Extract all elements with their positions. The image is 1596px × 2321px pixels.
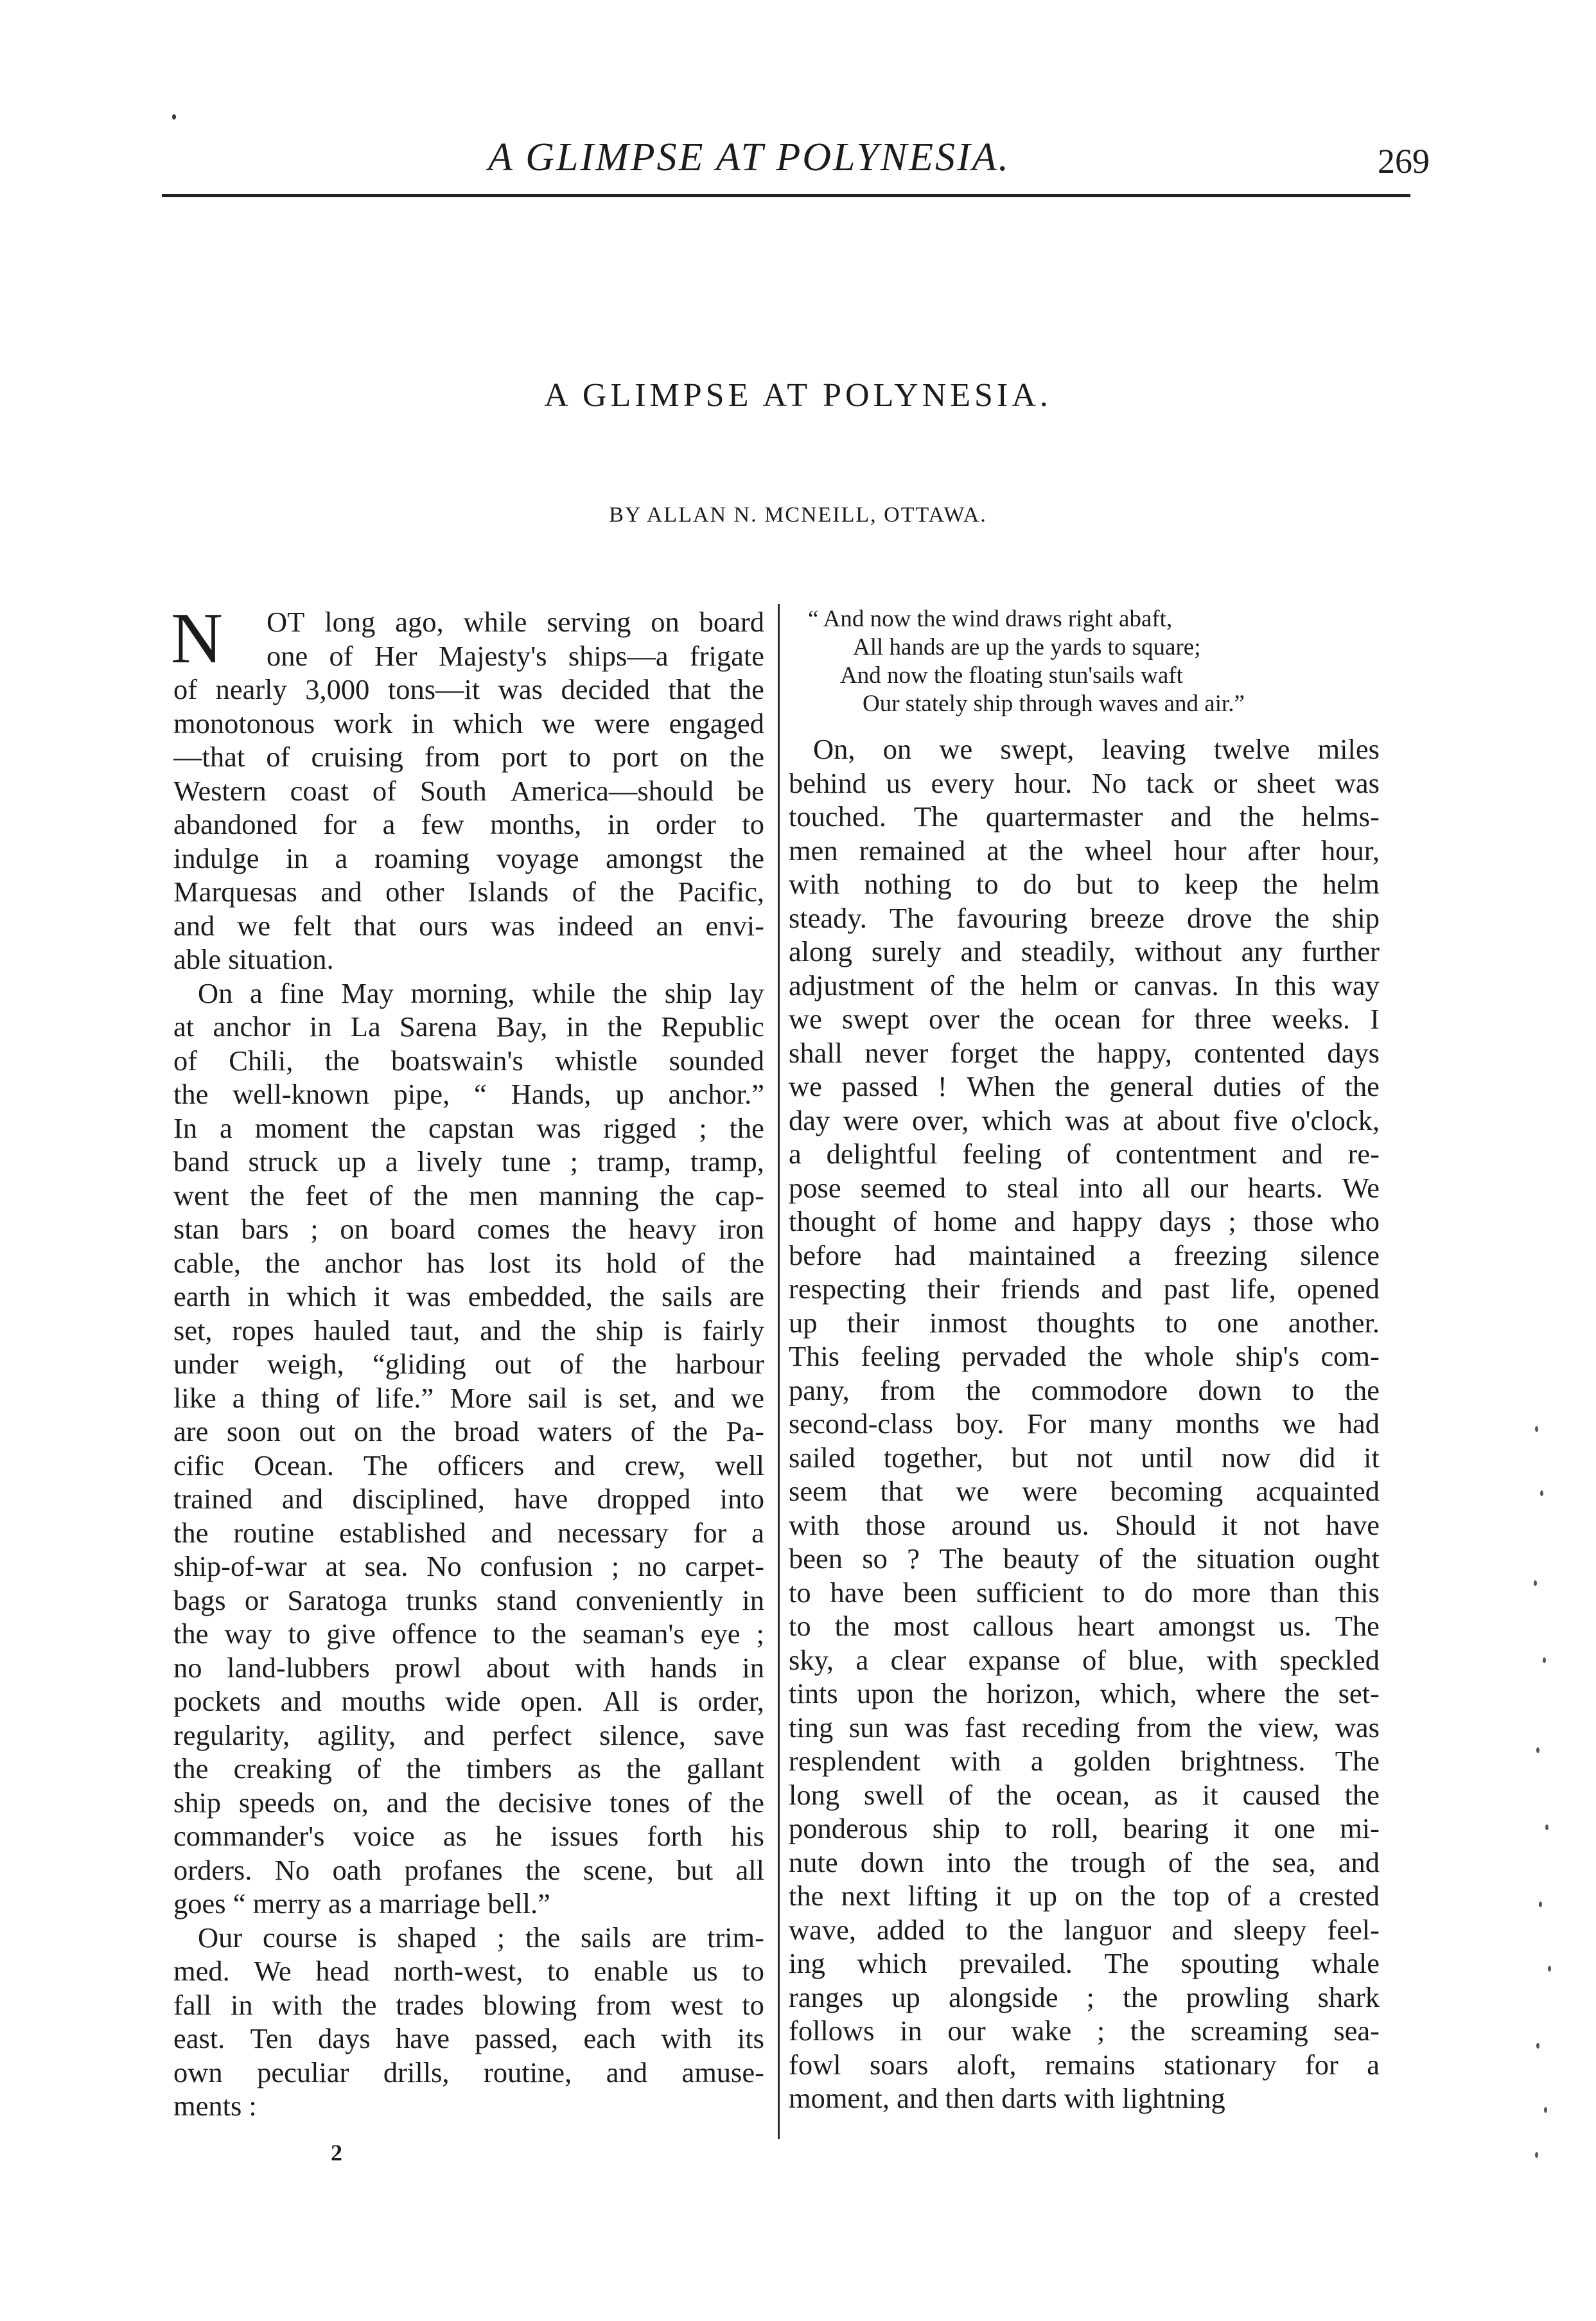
text-line: went the feet of the men manning the cap- [173, 1179, 764, 1212]
text-line: set, ropes hauled taut, and the ship is fairly [173, 1314, 764, 1346]
text-line: indulge in a roaming voyage amongst the [173, 842, 764, 874]
text-line: and we felt that ours was indeed an envi- [173, 909, 764, 942]
text-line: been so ? The beauty of the situation ought [789, 1542, 1380, 1575]
text-line: ponderous ship to roll, bearing it one mi- [789, 1812, 1380, 1844]
text-line: the routine established and necessary for a [173, 1516, 764, 1549]
text-line: moment, and then darts with lightning [789, 2082, 1225, 2114]
paragraph-course-shaped [173, 1921, 764, 2123]
opening-paragraph [171, 599, 764, 976]
text-line: east. Ten days have passed, each with its [173, 2022, 764, 2054]
text-line: touched. The quartermaster and the helms- [789, 800, 1380, 833]
verse-line: “ And now the wind draws right abaft, [808, 606, 1173, 632]
ink-speck [1535, 2152, 1538, 2158]
text-line: to have been sufficient to do more than this [789, 1576, 1380, 1609]
text-line: own peculiar drills, routine, and amuse- [173, 2056, 764, 2088]
text-line: ship speeds on, and the decisive tones of the [173, 1786, 764, 1819]
verse-line: Our stately ship through waves and air.” [863, 691, 1245, 717]
text-line: Western coast of South America—should be [173, 774, 764, 807]
text-line: like a thing of life.” More sail is set, and we [173, 1381, 764, 1414]
ink-speck [1543, 1657, 1546, 1663]
text-line: —that of cruising from port to port on the [173, 741, 764, 773]
text-line: band struck up a lively tune ; tramp, tramp, [173, 1145, 764, 1178]
paragraph-weighing-anchor [173, 976, 764, 1921]
running-head: A GLIMPSE AT POLYNESIA. [488, 136, 1010, 179]
ink-speck [1540, 1490, 1543, 1496]
stray-ink-dot [172, 114, 176, 119]
text-line: stan bars ; on board comes the heavy iron [173, 1213, 764, 1245]
text-line: In a moment the capstan was rigged ; the [173, 1111, 764, 1144]
text-line: ting sun was fast receding from the view, was [789, 1711, 1380, 1743]
ink-speck [1536, 2043, 1539, 2049]
text-line: On a fine May morning, while the ship lay [198, 976, 764, 1009]
text-line: ship-of-war at sea. No confusion ; no carpet- [173, 1550, 764, 1582]
text-line: men remained at the wheel hour after hour, [789, 834, 1380, 867]
text-line: monotonous work in which we were engaged [173, 707, 764, 739]
text-line: seem that we were becoming acquainted [789, 1475, 1380, 1507]
text-line: the creaking of the timbers as the gallant [173, 1752, 764, 1785]
text-line: the next lifting it up on the top of a crested [789, 1880, 1380, 1912]
text-line: up their inmost thoughts to one another. [789, 1306, 1380, 1339]
text-line: to the most callous heart amongst us. The [789, 1610, 1380, 1642]
text-line: under weigh, “gliding out of the harbour [173, 1348, 764, 1380]
text-line: cific Ocean. The officers and crew, well [173, 1449, 764, 1481]
text-line: OT long ago, while serving on board [267, 606, 764, 638]
text-line: at anchor in La Sarena Bay, in the Republic [173, 1010, 764, 1043]
ink-speck [1545, 1824, 1548, 1830]
text-line: orders. No oath profanes the scene, but all [173, 1853, 764, 1886]
text-line: abandoned for a few months, in order to [173, 808, 764, 840]
ink-speck [1539, 1902, 1542, 1907]
verse-line: And now the floating stun'sails waft [840, 662, 1183, 689]
text-line: tints upon the horizon, which, where the set- [789, 1677, 1380, 1709]
text-line: commander's voice as he issues forth his [173, 1820, 764, 1852]
left-column [171, 599, 764, 2123]
text-line: fall in with the trades blowing from west to [173, 1988, 764, 2021]
column-rule [778, 604, 780, 2139]
drop-cap: N [171, 599, 223, 678]
verse-quotation [789, 605, 1380, 718]
ink-speck [1548, 1966, 1551, 1972]
page-number: 269 [1378, 142, 1430, 181]
text-line: nute down into the trough of the sea, and [789, 1846, 1380, 1878]
text-line: second-class boy. For many months we had [789, 1408, 1380, 1440]
text-line: adjustment of the helm or canvas. In this way [789, 969, 1380, 1002]
text-line: are soon out on the broad waters of the Pa- [173, 1415, 764, 1447]
text-line: able situation. [173, 943, 334, 975]
verse-line: All hands are up the yards to square; [853, 634, 1201, 660]
text-line: no land-lubbers prowl about with hands in [173, 1651, 764, 1684]
text-line: bags or Saratoga trunks stand conveniently in [173, 1584, 764, 1616]
text-line: of Chili, the boatswain's whistle sounded [173, 1044, 764, 1077]
ink-speck [1535, 1426, 1538, 1432]
signature-mark: 2 [331, 2140, 342, 2166]
text-line: wave, added to the languor and sleepy feel- [789, 1913, 1380, 1946]
text-line: we swept over the ocean for three weeks. I [789, 1003, 1380, 1035]
text-line: earth in which it was embedded, the sails are [173, 1280, 764, 1312]
text-line: a delightful feeling of contentment and re- [789, 1138, 1380, 1170]
ink-speck [1536, 1747, 1539, 1753]
text-line: pany, from the commodore down to the [789, 1373, 1380, 1406]
text-line: the well-known pipe, “ Hands, up anchor.” [173, 1078, 764, 1110]
text-line: before had maintained a freezing silence [789, 1239, 1380, 1271]
text-line: goes “ merry as a marriage bell.” [173, 1887, 550, 1919]
margin-show-through [1529, 1413, 1567, 2184]
article-byline: BY ALLAN N. MCNEILL, OTTAWA. [609, 503, 987, 527]
text-line: with those around us. Should it not have [789, 1508, 1380, 1541]
text-line: sky, a clear expanse of blue, with speckled [789, 1643, 1380, 1676]
text-line: trained and disciplined, have dropped into [173, 1483, 764, 1515]
text-line: Marquesas and other Islands of the Pacific, [173, 876, 764, 908]
text-line: regularity, agility, and perfect silence, save [173, 1718, 764, 1751]
text-line: On, on we swept, leaving twelve miles [813, 733, 1380, 765]
text-line: ments : [173, 2090, 257, 2122]
text-line: fowl soars aloft, remains stationary for a [789, 2048, 1380, 2081]
text-line: respecting their friends and past life, opened [789, 1273, 1380, 1305]
text-line: pose seemed to steal into all our hearts. We [789, 1171, 1380, 1204]
text-line: long swell of the ocean, as it caused the [789, 1778, 1380, 1811]
ink-speck [1534, 1580, 1537, 1586]
header-rule [162, 194, 1410, 197]
text-line: shall never forget the happy, contented days [789, 1036, 1380, 1069]
text-line: we passed ! When the general duties of the [789, 1070, 1380, 1102]
text-line: with nothing to do but to keep the helm [789, 868, 1380, 900]
text-line: along surely and steadily, without any further [789, 935, 1380, 967]
text-line: behind us every hour. No tack or sheet was [789, 766, 1380, 799]
text-line: pockets and mouths wide open. All is order, [173, 1685, 764, 1717]
paragraph-sailing [789, 732, 1380, 2115]
text-line: follows in our wake ; the screaming sea- [789, 2015, 1380, 2047]
text-line: ing which prevailed. The spouting whale [789, 1947, 1380, 1979]
text-line: thought of home and happy days ; those who [789, 1205, 1380, 1237]
text-line: resplendent with a golden brightness. The [789, 1745, 1380, 1777]
article-title: A GLIMPSE AT POLYNESIA. [544, 377, 1052, 414]
text-line: the way to give offence to the seaman's eye ; [173, 1618, 764, 1650]
text-line: sailed together, but not until now did it [789, 1441, 1380, 1474]
text-line: of nearly 3,000 tons—it was decided that the [173, 673, 764, 705]
text-line: Our course is shaped ; the sails are trim- [198, 1921, 764, 1954]
ink-speck [1544, 2107, 1547, 2113]
text-line: day were over, which was at about five o'clock, [789, 1104, 1380, 1136]
text-line: med. We head north-west, to enable us to [173, 1955, 764, 1987]
text-line: This feeling pervaded the whole ship's com- [789, 1340, 1380, 1372]
right-column [789, 605, 1380, 2115]
text-line: steady. The favouring breeze drove the ship [789, 901, 1380, 934]
text-line: cable, the anchor has lost its hold of the [173, 1246, 764, 1279]
text-line: ranges up alongside ; the prowling shark [789, 1981, 1380, 2013]
text-line: one of Her Majesty's ships—a frigate [267, 639, 764, 672]
